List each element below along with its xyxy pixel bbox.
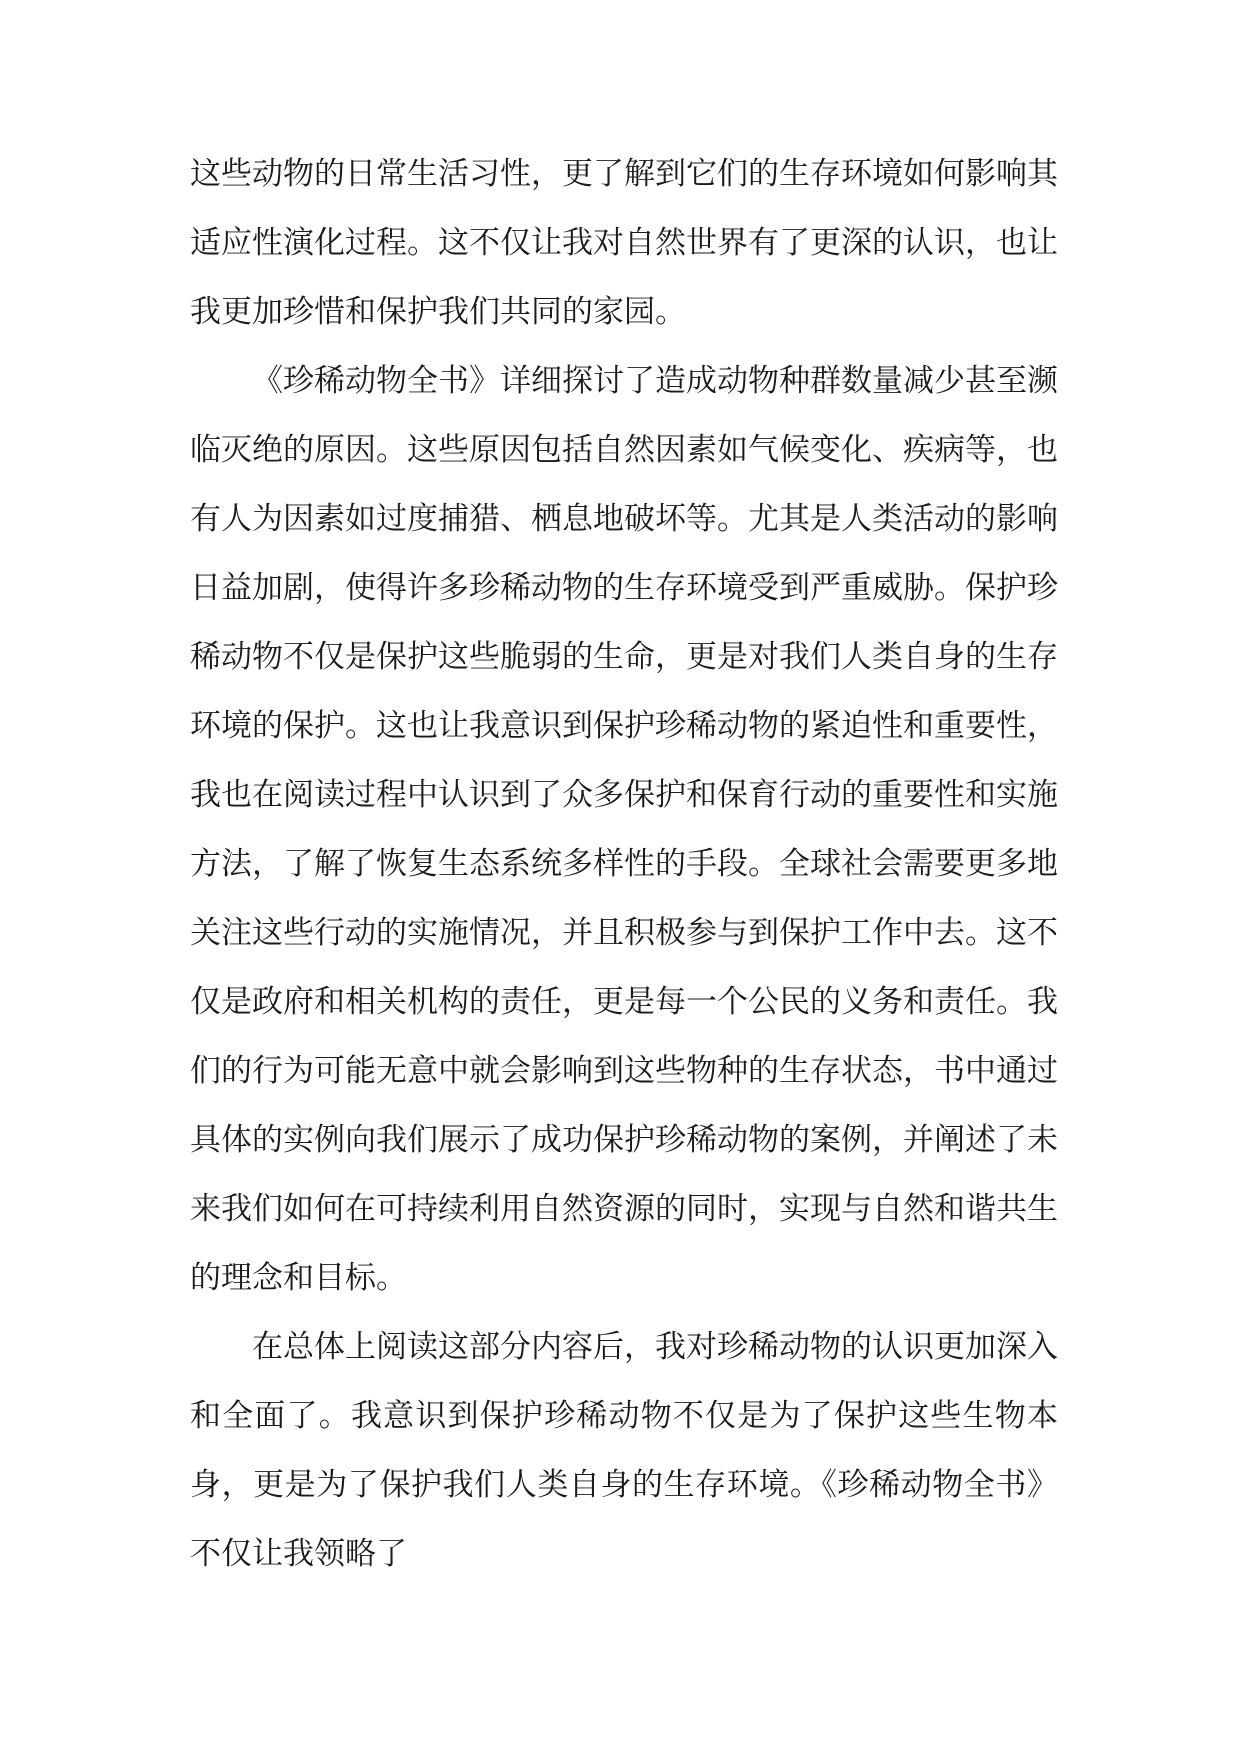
paragraph-summary: 在总体上阅读这部分内容后，我对珍稀动物的认识更加深入和全面了。我意识到保护珍稀动物不仅是为了保护这些生物本身，更是为了保护我们人类自身的生存环境。《珍稀动物全书》不仅让我领略了 <box>190 1329 1058 1572</box>
paragraph-book-discussion: 《珍稀动物全书》详细探讨了造成动物种群数量减少甚至濒临灭绝的原因。这些原因包括自然因素如气候变化、疾病等，也有人为因素如过度捕猎、栖息地破坏等。尤其是人类活动的影响日益加剧，使得许多珍稀动物的生存环境受到严重威胁。保护珍稀动物不仅是保护这些脆弱的生命，更是对我们人类自身的生存环境的保护。这也让我意识到保护珍稀动物的紧迫性和重要性，我也在阅读过程中认识到了众多保护和保育行动的重要性和实施方法，了解了恢复生态系统多样性的手段。全球社会需要更多地关注这些行动的实施情况，并且积极参与到保护工作中去。这不仅是政府和相关机构的责任，更是每一个公民的义务和责任。我们的行为可能无意中就会影响到这些物种的生存状态，书中通过具体的实例向我们展示了成功保护珍稀动物的案例，并阐述了未来我们如何在可持续利用自然资源的同时，实现与自然和谐共生的理念和目标。 <box>190 363 1058 1296</box>
paragraph-continuation: 这些动物的日常生活习性，更了解到它们的生存环境如何影响其适应性演化过程。这不仅让我对自然世界有了更深的认识，也让我更加珍惜和保护我们共同的家园。 <box>190 156 1058 330</box>
body-text <box>190 140 1058 1589</box>
